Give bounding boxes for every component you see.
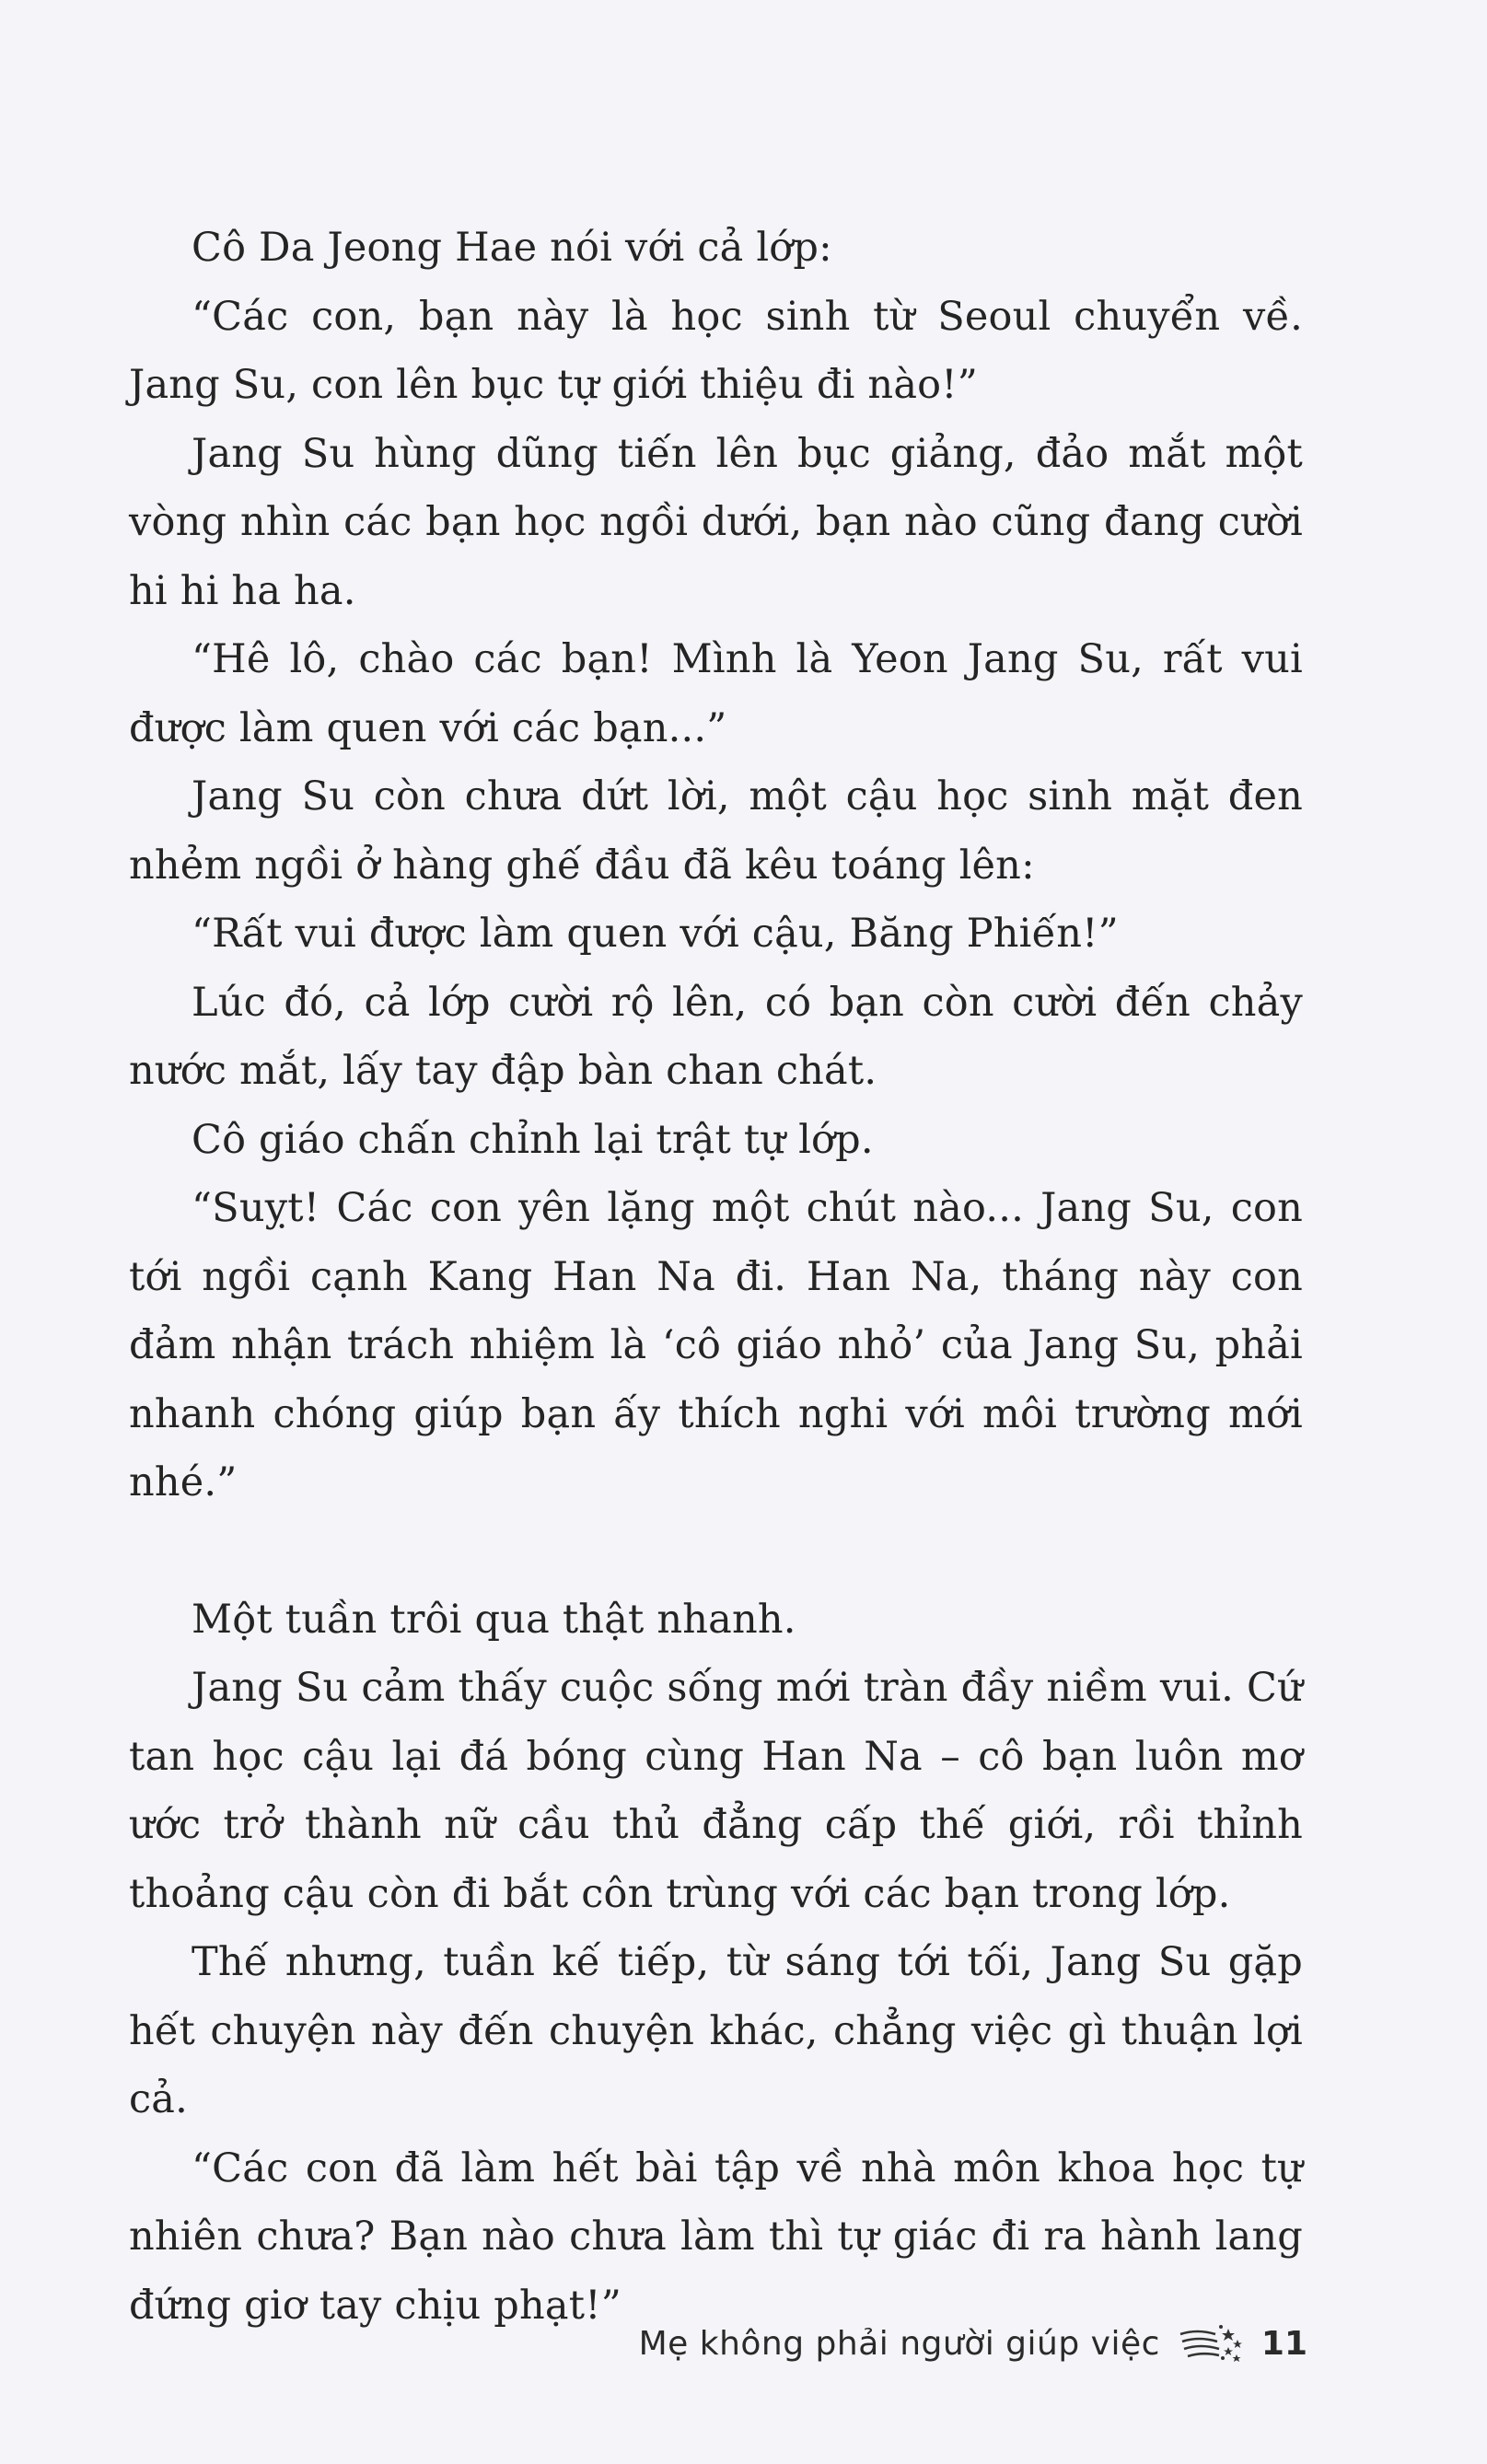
paragraph: Jang Su cảm thấy cuộc sống mới tràn đầy niềm vui. Cứ tan học cậu lại đá bóng cùng Han Na – cô bạn luôn mơ ước trở thành nữ cầu thủ đẳng cấp thế giới, rồi thỉnh thoảng cậu còn đi bắt côn trùng với các bạn trong lớp. [129, 1665, 1303, 1917]
page-footer [571, 2311, 1307, 2376]
paragraph: “Các con đã làm hết bài tập về nhà môn khoa học tự nhiên chưa? Bạn nào chưa làm thì tự giác đi ra hành lang đứng giơ tay chịu phạt!” [129, 2144, 1303, 2329]
paragraph: “Rất vui được làm quen với cậu, Băng Phiến!” [192, 911, 1119, 957]
paragraph: Lúc đó, cả lớp cười rộ lên, có bạn còn cười đến chảy nước mắt, lấy tay đập bàn chan chát. [129, 979, 1303, 1094]
paragraph: Cô giáo chấn chỉnh lại trật tự lớp. [192, 1116, 874, 1163]
paragraph: Một tuần trôi qua thật nhanh. [192, 1596, 796, 1643]
paragraph: “Các con, bạn này là học sinh từ Seoul chuyển về. Jang Su, con lên bục tự giới thiệu đi nào!” [129, 293, 1303, 408]
paragraph: Jang Su hùng dũng tiến lên bục giảng, đảo mắt một vòng nhìn các bạn học ngồi dưới, bạn nào cũng đang cười hi hi ha ha. [129, 430, 1303, 614]
page-number: 11 [1260, 2324, 1307, 2363]
section-break [129, 1517, 1303, 1586]
paragraph: Cô Da Jeong Hae nói với cả lớp: [192, 225, 832, 271]
running-title: Mẹ không phải người giúp việc [638, 2324, 1160, 2363]
paragraph: “Hê lô, chào các bạn! Mình là Yeon Jang Su, rất vui được làm quen với các bạn...” [129, 636, 1303, 751]
body-text [129, 214, 1303, 2340]
paragraph: Jang Su còn chưa dứt lời, một cậu học sinh mặt đen nhẻm ngồi ở hàng ghế đầu đã kêu toáng lên: [129, 773, 1303, 889]
paragraph: Thế nhưng, tuần kế tiếp, từ sáng tới tối, Jang Su gặp hết chuyện này đến chuyện khác, chẳng việc gì thuận lợi cả. [129, 1939, 1303, 2122]
paragraph: “Suỵt! Các con yên lặng một chút nào... Jang Su, con tới ngồi cạnh Kang Han Na đi. Han Na, tháng này con đảm nhận trách nhiệm là ‘cô giáo nhỏ’ của Jang Su, phải nhanh chóng giúp bạn ấy thích nghi với môi trường mới nhé.” [129, 1185, 1303, 1505]
shooting-star-icon [1179, 2321, 1243, 2365]
